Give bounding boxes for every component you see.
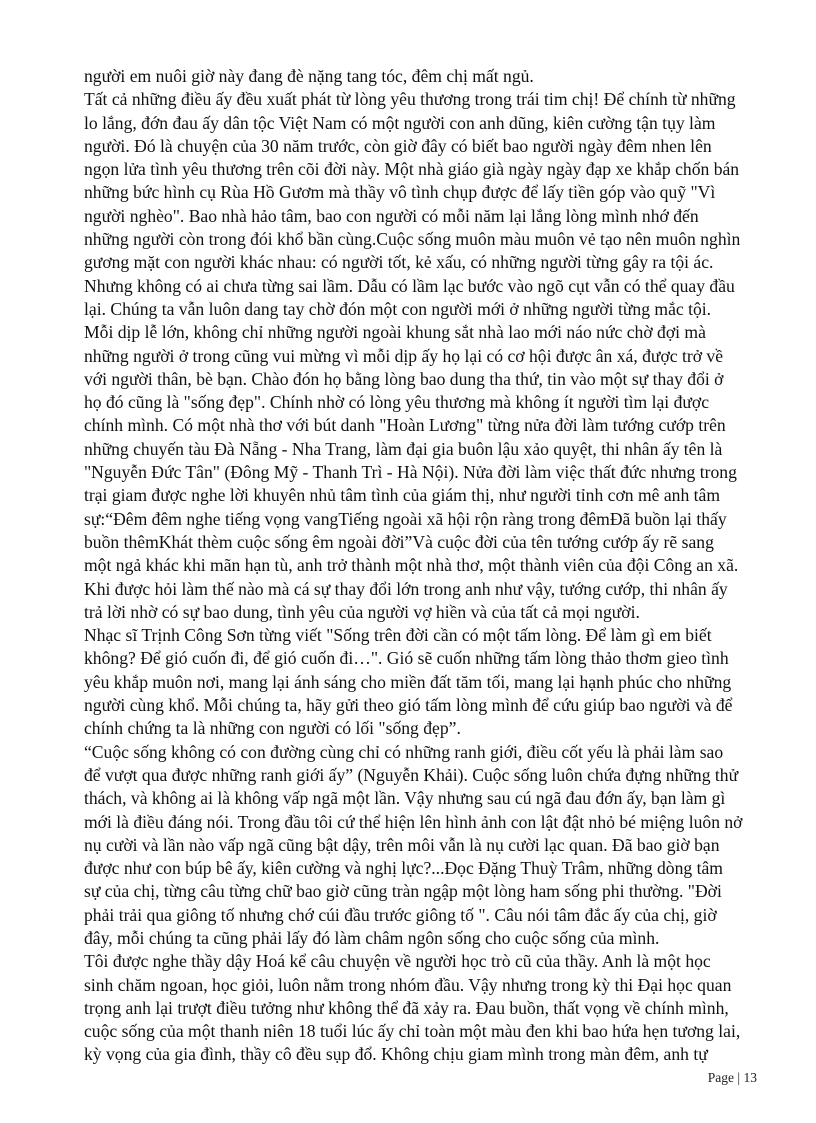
text-line: lo lắng, đớn đau ấy dân tộc Việt Nam có một người con anh dũng, kiên cường tận tụy làm [84, 112, 716, 133]
text-line: “Cuộc sống không có con đường cùng chỉ có những ranh giới, điều cốt yếu là phải làm sao [84, 741, 724, 762]
text-line: sự:“Đêm đêm nghe tiếng vọng vangTiếng ngoài xã hội rộn ràng trong đêmĐã buồn lại thấy [84, 508, 727, 529]
text-line: chính mình. Có một nhà thơ với bút danh "Hoàn Lương" từng nửa đời làm tướng cướp trên [84, 415, 726, 436]
text-line: lại. Chúng ta vẫn luôn dang tay chờ đón một con người mới ở những người từng mắc tội. [84, 298, 712, 319]
text-line: Tôi được nghe thầy dậy Hoá kể câu chuyện về người học trò cũ của thầy. Anh là một học [84, 951, 711, 972]
text-line: họ đó cũng là "sống đẹp". Chính nhờ có lòng yêu thương mà không ít người tìm lại được [84, 392, 710, 413]
text-line: những người còn trong đói khổ bần cùng.Cuộc sống muôn màu muôn vẻ tạo nên muôn nghìn [84, 229, 741, 250]
text-line: trọng anh lại trượt điều tưởng như không thể đã xảy ra. Đau buồn, thất vọng về chính mình, [84, 997, 729, 1018]
text-line: nụ cười và lần nào vấp ngã cũng bật dậy, trên môi vẫn là nụ cười lạc quan. Đã bao giờ bạn [84, 834, 720, 855]
text-line: những chuyến tàu Đà Nẵng - Nha Trang, làm đại gia buôn lậu xảo quyệt, thi nhân ấy tên là [84, 438, 723, 459]
text-line: thách, và không ai là không vấp ngã một lần. Vậy nhưng sau cú ngã đau đớn ấy, bạn làm gì [84, 788, 726, 809]
text-line: người em nuôi giờ này đang đè nặng tang tóc, đêm chị mất ngủ. [84, 66, 534, 86]
text-line: đây, mỗi chúng ta cũng phải lấy đó làm châm ngôn sống cho cuộc sống của mình. [84, 927, 660, 948]
text-line: phải trải qua giông tố nhưng chớ cúi đầu trước giông tố ". Câu nói tâm đắc ấy của chị, giờ [84, 904, 717, 925]
text-line: người nghèo". Bao nhà hảo tâm, bao con người có mỗi năm lại lắng lòng mình nhớ đến [84, 205, 699, 226]
text-line: không? Để gió cuốn đi, để gió cuốn đi…". Gió sẽ cuốn những tấm lòng thảo thơm gieo tình [84, 648, 729, 669]
text-line: Mỗi dịp lễ lớn, không chỉ những người ngoài khung sắt nhà lao mới náo nức chờ đợi mà [84, 322, 706, 343]
text-line: gương mặt con người khác nhau: có người tốt, kẻ xấu, có những người từng gây ra tội ác. [84, 252, 714, 273]
text-line: người cùng khổ. Mỗi chúng ta, hãy gửi theo gió tấm lòng mình để cứu giúp bao người và để [84, 695, 733, 716]
text-line: kỳ vọng của gia đình, thầy cô đều sụp đổ. Không chịu giam mình trong màn đêm, anh tự [84, 1044, 708, 1065]
text-line: buồn thêmKhát thèm cuộc sống êm ngoài đời”Và cuộc đời của tên tướng cướp ấy rẽ sang [84, 531, 714, 552]
text-line: trả lời nhờ có sự bao dung, tình yêu của người vợ hiền và của tất cả mọi người. [84, 601, 640, 622]
text-line: Nhạc sĩ Trịnh Công Sơn từng viết "Sống trên đời cần có một tấm lòng. Để làm gì em biết [84, 625, 712, 646]
text-line: Nhưng không có ai chưa từng sai lầm. Dẫu có lầm lạc bước vào ngõ cụt vẫn có thể quay đầu [84, 275, 735, 296]
text-line: cuộc sống của một thanh niên 18 tuổi lúc ấy chỉ toàn một màu đen khi bao hứa hẹn tương lai, [84, 1021, 741, 1042]
text-line: "Nguyễn Đức Tân" (Đông Mỹ - Thanh Trì - Hà Nội). Nửa đời làm việc thất đức nhưng trong [84, 462, 737, 483]
text-line: người. Đó là chuyện của 30 năm trước, còn giờ đây có biết bao người ngày đêm nhen lên [84, 135, 712, 156]
text-line: Tất cả những điều ấy đều xuất phát từ lòng yêu thương trong trái tim chị! Để chính từ những [84, 89, 736, 110]
text-line: yêu khắp muôn nơi, mang lại ánh sáng cho miền đất tăm tối, mang lại hạnh phúc cho những [84, 671, 732, 692]
text-line: mới là điều đáng nói. Trong đầu tôi cứ thể hiện lên hình ảnh con lật đật nhỏ bé miệng luôn nở [84, 811, 743, 832]
page-number: Page | 13 [707, 1070, 757, 1085]
body-text [84, 65, 743, 1067]
text-line: những người ở trong cũng vui mừng vì mỗi dịp ấy họ lại có cơ hội được ân xá, được trở về [84, 345, 724, 366]
text-line: để vượt qua được những ranh giới ấy” (Nguyễn Khải). Cuộc sống luôn chứa đựng những thử [84, 764, 739, 785]
text-line: sinh chăm ngoan, học giỏi, luôn nằm trong nhóm đầu. Vậy nhưng trong kỳ thi Đại học quan [84, 974, 732, 995]
text-line: được như con búp bê ấy, kiên cường và nghị lực?...Đọc Đặng Thuỳ Trâm, những dòng tâm [84, 858, 723, 879]
text-line: Khi được hỏi làm thế nào mà cá sự thay đổi lớn trong anh như vậy, tướng cướp, thi nhân ấy [84, 578, 728, 599]
text-line: những bức hình cụ Rùa Hồ Gươm mà thầy vô tình chụp được để lấy tiền góp vào quỹ "Vì [84, 182, 716, 203]
text-line: chính chứng ta là những con người có lối "sống đẹp”. [84, 718, 461, 739]
text-line: ngọn lửa tình yêu thương trên cõi đời này. Một nhà giáo già ngày ngày đạp xe khắp chốn bán [84, 159, 740, 180]
text-line: sự của chị, từng câu từng chữ bao giờ cũng tràn ngập một lòng ham sống phi thường. "Đời [84, 881, 722, 902]
text-line: một ngả khác khi mãn hạn tù, anh trở thành một nhà thơ, một thành viên của đội Công an xã. [84, 555, 739, 576]
text-line: với người thân, bè bạn. Chào đón họ bằng lòng bao dung tha thứ, tin vào một sự thay đổi ở [84, 368, 724, 389]
text-line: trại giam được nghe lời khuyên nhủ tâm tình của giám thị, như người tỉnh cơn mê anh tâm [84, 485, 721, 506]
